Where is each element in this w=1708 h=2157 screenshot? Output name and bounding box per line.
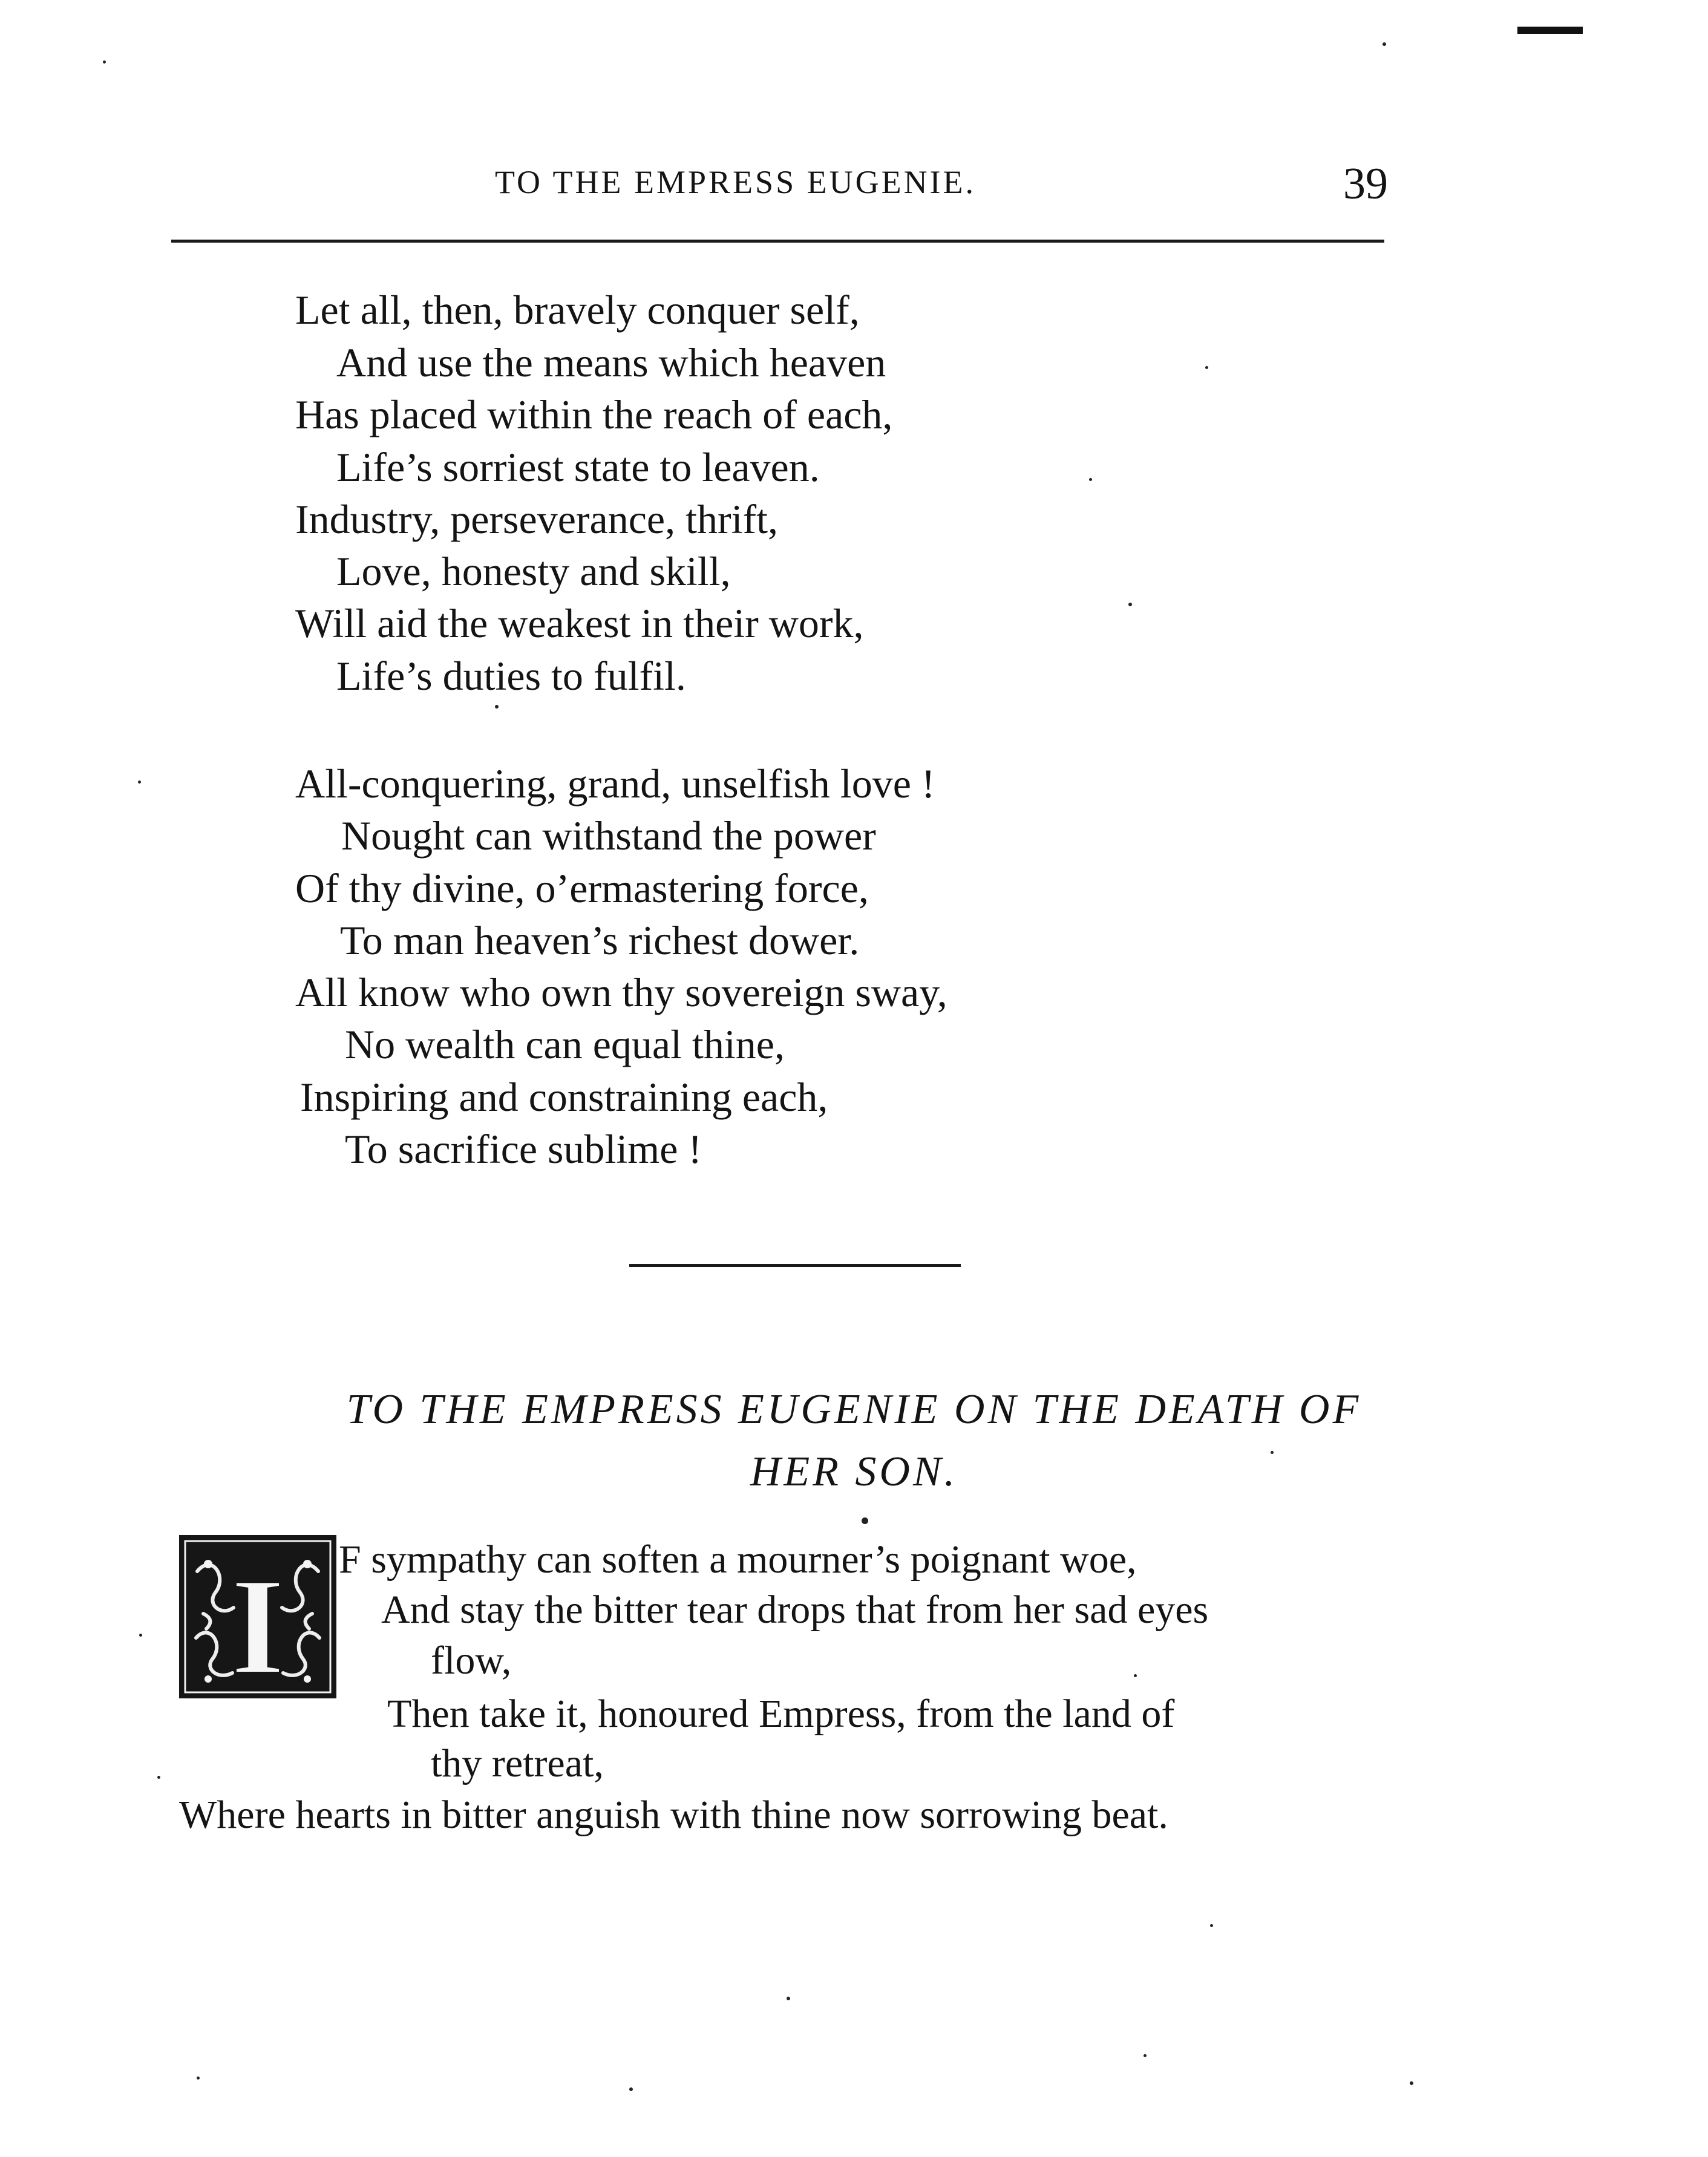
- section-divider: [629, 1264, 961, 1267]
- poem-line: Love, honesty and skill,: [336, 548, 731, 594]
- drop-cap-letter: I: [231, 1549, 285, 1698]
- scan-speck: [1210, 1924, 1213, 1927]
- scan-speck: [1382, 42, 1386, 46]
- poem-title-line-2: HER SON.: [750, 1448, 958, 1495]
- poem-line: Of thy divine, o’ermastering force,: [295, 865, 869, 911]
- scan-speck: [787, 1997, 790, 2000]
- poem-line: No wealth can equal thine,: [345, 1021, 785, 1067]
- scan-speck: [1144, 2054, 1147, 2057]
- scan-speck: [1128, 603, 1132, 606]
- poem-line: thy retreat,: [431, 1741, 604, 1785]
- poem-title: TO THE EMPRESS EUGENIE ON THE DEATH OF: [346, 1386, 1362, 1433]
- scan-speck: [495, 705, 499, 709]
- running-title: TO THE EMPRESS EUGENIE.: [495, 164, 977, 200]
- scan-speck: [1271, 1451, 1274, 1454]
- scan-speck: [103, 61, 106, 64]
- poem-line: Life’s sorriest state to leaven.: [336, 444, 820, 490]
- poem-line: Then take it, honoured Empress, from the land of: [387, 1692, 1175, 1736]
- scan-speck: [1205, 366, 1208, 369]
- scan-mark: [1517, 27, 1583, 34]
- scan-speck: [629, 2087, 633, 2091]
- ornament-dot: [862, 1517, 868, 1524]
- scan-speck: [1089, 478, 1092, 481]
- poem-line: And use the means which heaven: [336, 339, 886, 385]
- poem-line: To man heaven’s richest dower.: [340, 917, 860, 963]
- poem-line: Has placed within the reach of each,: [295, 391, 893, 437]
- poem-line: flow,: [431, 1638, 512, 1683]
- running-head: [0, 159, 1708, 219]
- header-rule: [171, 240, 1384, 243]
- poem-line: To sacrifice sublime !: [345, 1126, 702, 1172]
- drop-cap-ornament: [179, 1535, 336, 1698]
- poem-line: Will aid the weakest in their work,: [295, 600, 864, 646]
- scan-speck: [1410, 2081, 1413, 2085]
- poem-line: Where hearts in bitter anguish with thine now sorrowing beat.: [179, 1793, 1168, 1837]
- poem-line: Life’s duties to fulfil.: [336, 653, 686, 699]
- poem-line: F sympathy can soften a mourner’s poignant woe,: [339, 1537, 1137, 1582]
- poem-line: Industry, perseverance, thrift,: [295, 496, 779, 542]
- scan-speck: [138, 781, 141, 784]
- scan-speck: [1134, 1674, 1137, 1677]
- poem-line: All-conquering, grand, unselfish love !: [295, 761, 935, 807]
- scan-speck: [197, 2077, 200, 2080]
- poem-line: Let all, then, bravely conquer self,: [295, 287, 860, 333]
- page-number: 39: [1343, 159, 1388, 209]
- poem-line: Nought can withstand the power: [341, 813, 876, 859]
- scan-speck: [139, 1634, 142, 1637]
- poem-line: Inspiring and constraining each,: [300, 1074, 828, 1120]
- poem-line: All know who own thy sovereign sway,: [295, 969, 947, 1015]
- scan-speck: [157, 1776, 160, 1779]
- poem-line: And stay the bitter tear drops that from her sad eyes: [381, 1588, 1209, 1632]
